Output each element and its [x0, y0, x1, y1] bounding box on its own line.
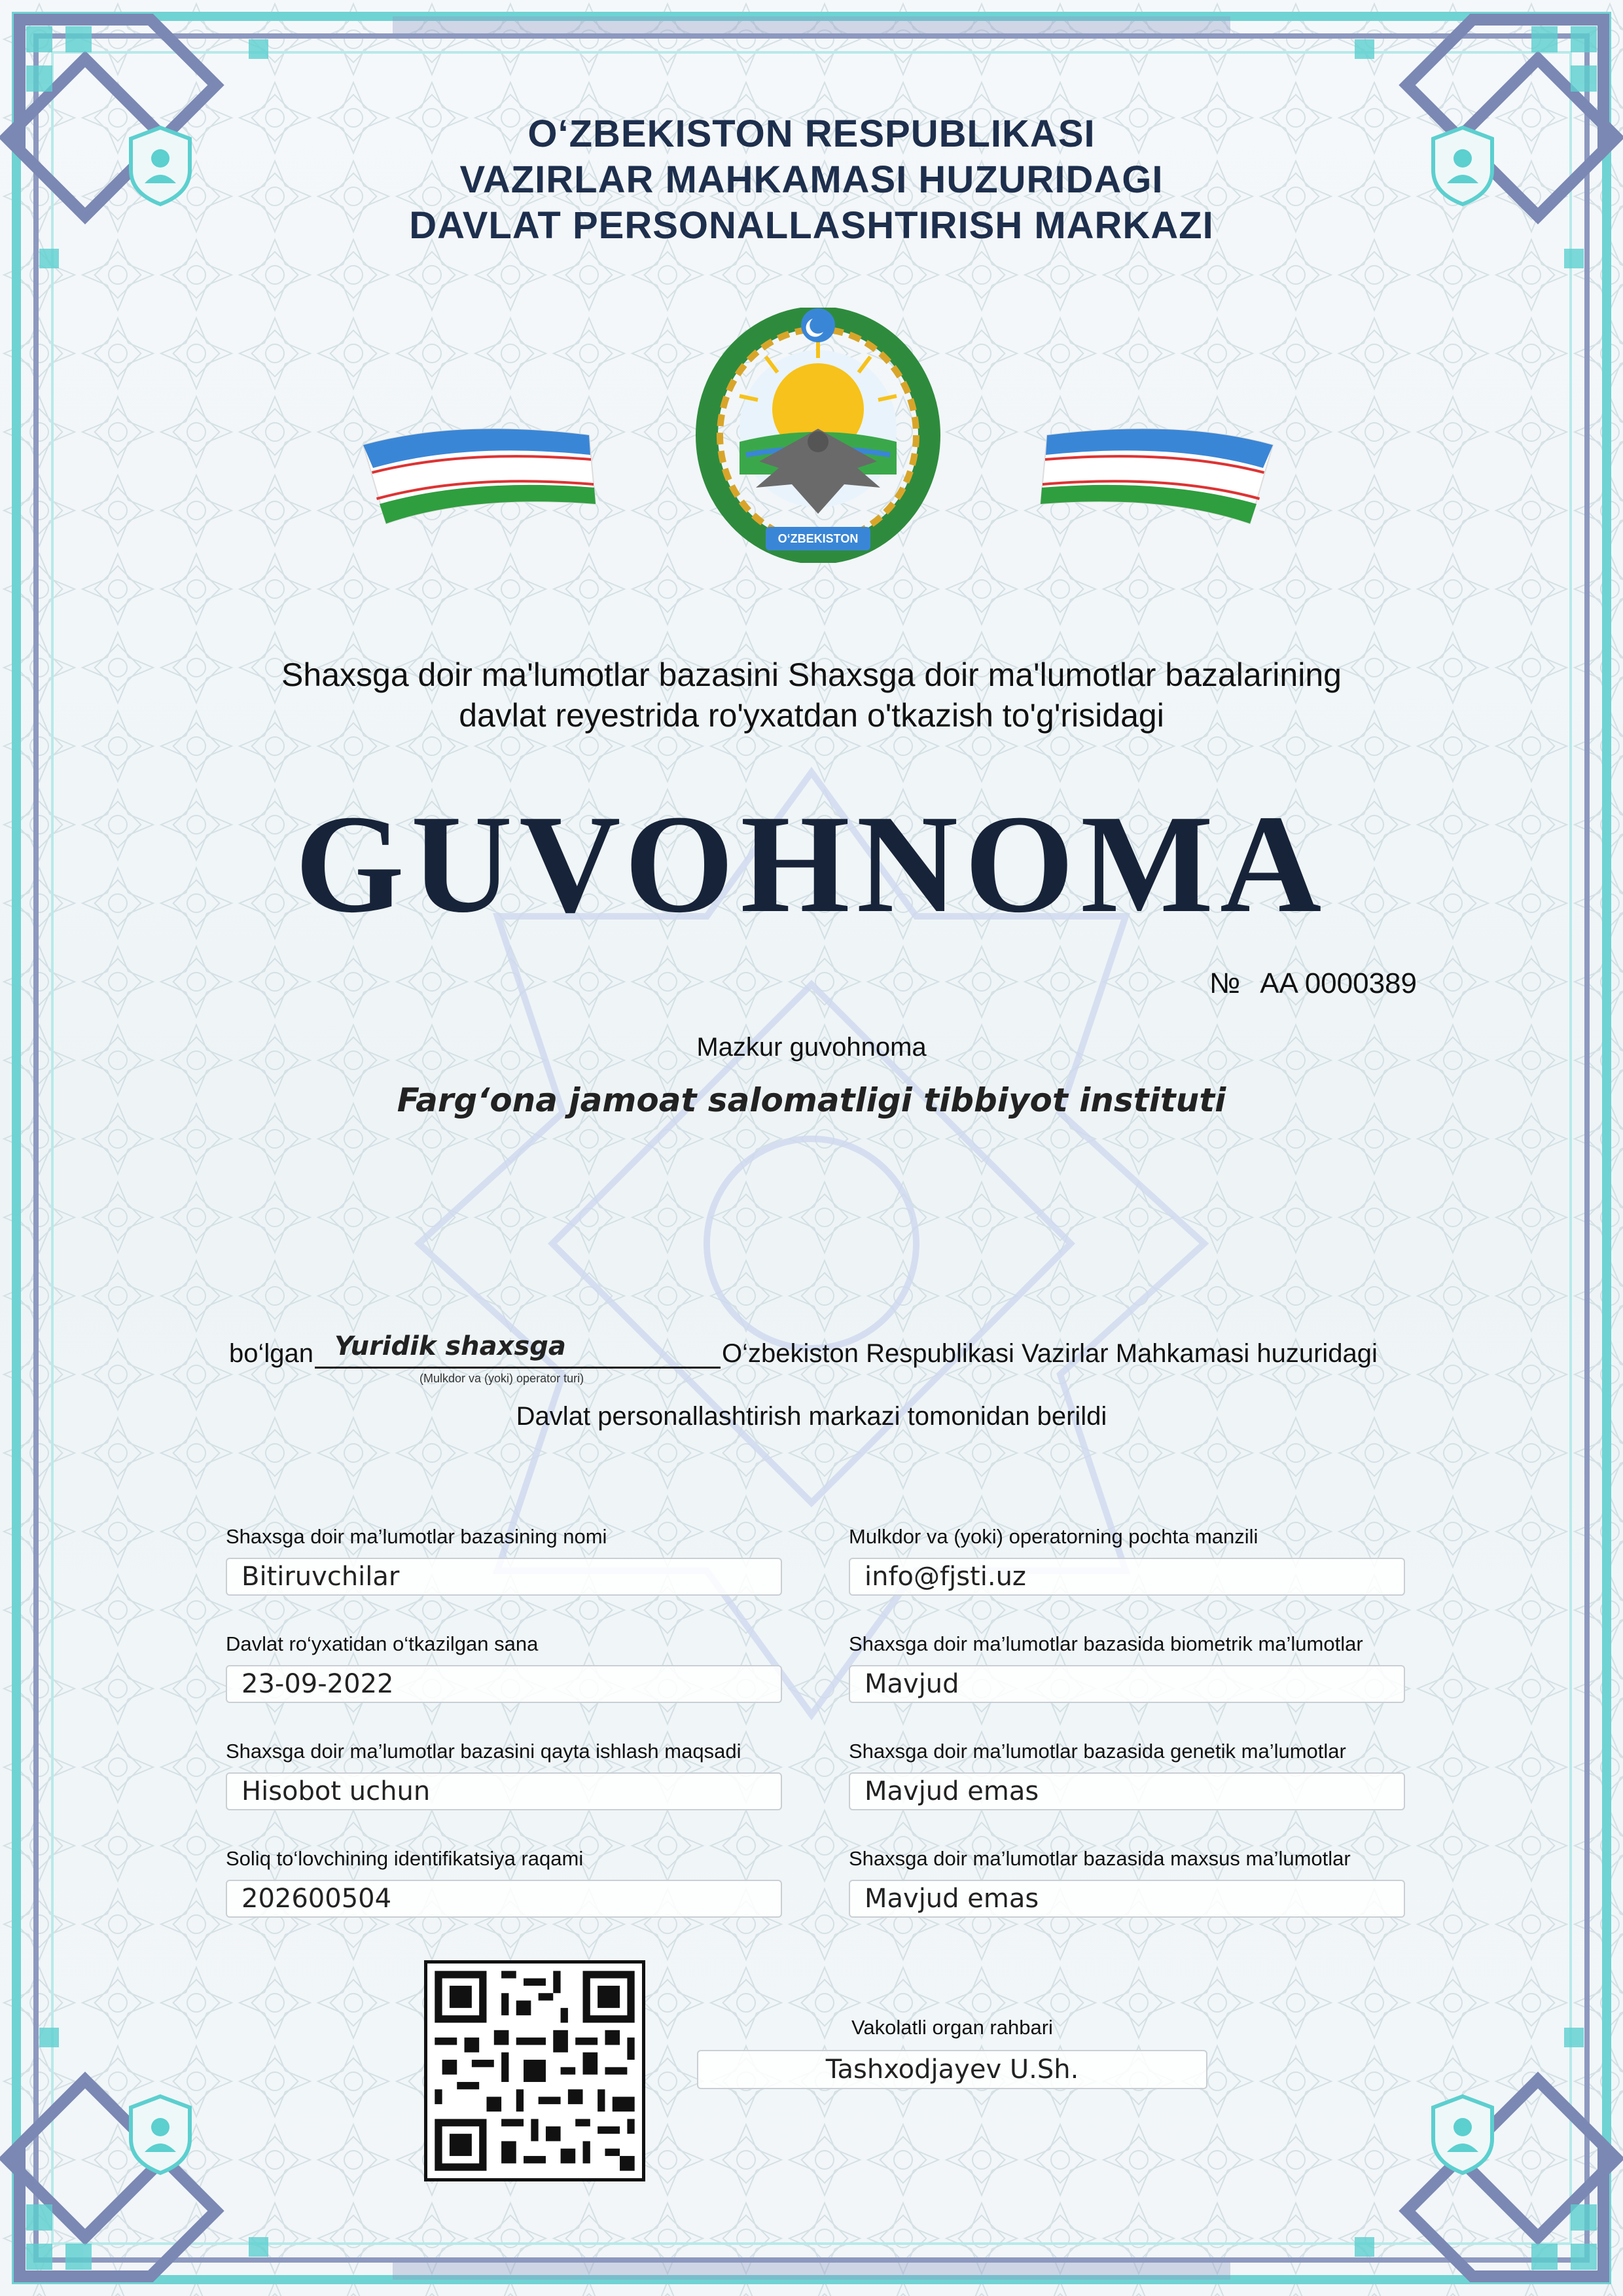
- header-line-2: VAZIRLAR MAHKAMASI HUZURIDAGI: [459, 158, 1164, 201]
- field-purpose: [226, 1740, 782, 1810]
- field-label: Shaxsga doir ma’lumotlar bazasida biometrik ma’lumotlar: [849, 1632, 1363, 1655]
- field-label: Shaxsga doir ma’lumotlar bazasida genetik ma’lumotlar: [849, 1740, 1346, 1763]
- lead-text: Mazkur guvohnoma: [696, 1033, 927, 1062]
- owner-type-value: Yuridik shaxsga: [334, 1331, 566, 1361]
- field-value: 202600504: [226, 1880, 782, 1918]
- number-symbol: №: [1209, 967, 1241, 999]
- owner-type-hint: (Mulkdor va (yoki) operator turi): [419, 1372, 584, 1385]
- field-label: Davlat ro‘yxatidan o‘tkazilgan sana: [226, 1632, 539, 1655]
- field-db-name: [226, 1525, 782, 1596]
- qr-code-icon: [427, 1964, 642, 2178]
- qr-code[interactable]: [424, 1960, 645, 2181]
- signatory-name: Tashxodjayev U.Sh.: [697, 2050, 1207, 2089]
- subtitle-line-2: davlat reyestrida ro'yxatdan o'tkazish to'g'risidagi: [459, 697, 1164, 734]
- field-value: Mavjud emas: [849, 1772, 1405, 1810]
- certificate-number: [1209, 967, 1417, 1000]
- field-email: [849, 1525, 1405, 1596]
- issued-suffix: O‘zbekiston Respublikasi Vazirlar Mahkamasi huzuridagi: [722, 1339, 1378, 1368]
- field-biometric: [849, 1632, 1405, 1703]
- field-label: Shaxsga doir ma’lumotlar bazasini qayta ishlash maqsadi: [226, 1740, 741, 1763]
- certificate-subtitle: [0, 655, 1623, 736]
- corner-ornament-bottom-left: [0, 1969, 327, 2296]
- issued-line: [229, 1331, 1407, 1385]
- field-registration-date: [226, 1632, 782, 1703]
- certificate-number-value: AA 0000389: [1260, 967, 1417, 999]
- field-value: Mavjud emas: [849, 1880, 1405, 1918]
- signatory-label: Vakolatli organ rahbari: [851, 2016, 1053, 2039]
- header-line-3: DAVLAT PERSONALLASHTIRISH MARKAZI: [409, 204, 1214, 247]
- owner-type-blank: [315, 1331, 721, 1385]
- field-label: Mulkdor va (yoki) operatorning pochta manzili: [849, 1525, 1258, 1548]
- organization-name: Farg‘ona jamoat salomatligi tibbiyot instituti: [397, 1081, 1226, 1119]
- field-label: Shaxsga doir ma’lumotlar bazasida maxsus ma’lumotlar: [849, 1847, 1351, 1870]
- field-value: 23-09-2022: [226, 1665, 782, 1703]
- field-special: [849, 1847, 1405, 1918]
- field-value: Bitiruvchilar: [226, 1558, 782, 1596]
- field-genetic: [849, 1740, 1405, 1810]
- flag-ribbon-left: [363, 429, 596, 524]
- subtitle-line-1: Shaxsga doir ma'lumotlar bazasini Shaxsga doir ma'lumotlar bazalarining: [281, 656, 1342, 693]
- flag-ribbon-right: [1041, 429, 1273, 524]
- issuer-header: [0, 111, 1623, 249]
- field-tax-id: [226, 1847, 782, 1918]
- certificate-title: GUVOHNOMA: [294, 785, 1329, 942]
- field-label: Soliq to‘lovchining identifikatsiya raqami: [226, 1847, 584, 1870]
- state-emblem-with-flag: [360, 308, 1276, 563]
- emblem-ribbon-text: O‘ZBEKISTON: [777, 532, 859, 545]
- field-value: info@fjsti.uz: [849, 1558, 1405, 1596]
- issued-line-2: Davlat personallashtirish markazi tomonidan berildi: [516, 1402, 1107, 1431]
- field-value: Hisobot uchun: [226, 1772, 782, 1810]
- corner-ornament-bottom-right: [1296, 1969, 1623, 2296]
- header-line-1: O‘ZBEKISTON RESPUBLIKASI: [527, 113, 1096, 155]
- issued-prefix: bo‘lgan: [229, 1339, 314, 1368]
- field-value: Mavjud: [849, 1665, 1405, 1703]
- coat-of-arms-icon: [707, 308, 929, 553]
- field-label: Shaxsga doir ma’lumotlar bazasining nomi: [226, 1525, 607, 1548]
